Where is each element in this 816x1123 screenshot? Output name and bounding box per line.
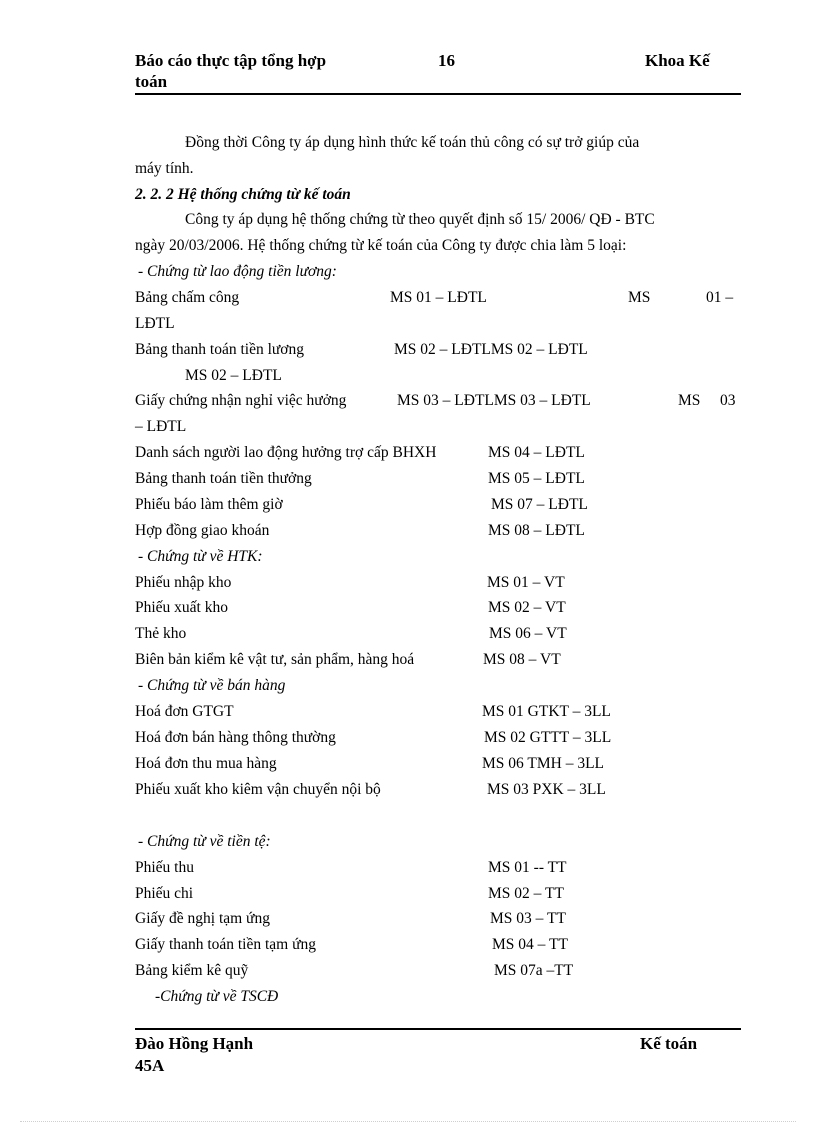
footer-author-class: 45A xyxy=(135,1056,165,1075)
labor-item-code: MS 01 – LĐTL xyxy=(390,289,487,306)
group-heading-inventory: - Chứng từ về HTK: xyxy=(138,548,263,565)
sales-item-code: MS 03 PXK – 3LL xyxy=(487,781,606,798)
cash-item-code: MS 07a –TT xyxy=(494,962,574,979)
sales-item-code: MS 01 GTKT – 3LL xyxy=(482,703,611,720)
labor-item-code: MS 04 – LĐTL xyxy=(488,444,585,461)
group-heading-assets: -Chứng từ về TSCĐ xyxy=(155,988,279,1005)
inventory-item-code: MS 02 – VT xyxy=(488,599,566,616)
cash-item-name: Phiếu chi xyxy=(135,885,194,902)
page-bottom-edge xyxy=(20,1121,796,1122)
labor-item-code-extra: MS xyxy=(628,289,651,306)
group-heading-cash: - Chứng từ về tiền tệ: xyxy=(138,833,271,850)
sales-item-name: Hoá đơn GTGT xyxy=(135,703,234,720)
labor-item-code-wrap: MS 02 – LĐTL xyxy=(185,367,282,384)
sales-item-code: MS 06 TMH – 3LL xyxy=(482,755,605,772)
group-heading-labor: - Chứng từ lao động tiền lương: xyxy=(138,263,337,280)
sales-item-name: Phiếu xuất kho kiêm vận chuyển nội bộ xyxy=(135,781,381,798)
labor-item-name: Bảng chấm công xyxy=(135,289,240,306)
intro-line-2: máy tính. xyxy=(135,160,194,177)
inventory-item-name: Phiếu xuất kho xyxy=(135,599,228,616)
labor-item-name: Bảng thanh toán tiền thưởng xyxy=(135,470,312,487)
cash-item-code: MS 01 -- TT xyxy=(488,859,567,876)
labor-item-name: Phiếu báo làm thêm giờ xyxy=(135,496,283,513)
inventory-item-code: MS 01 – VT xyxy=(487,574,565,591)
header-title-continuation: toán xyxy=(135,72,168,91)
inventory-item-code: MS 08 – VT xyxy=(483,651,561,668)
sales-item-name: Hoá đơn bán hàng thông thường xyxy=(135,729,336,746)
header-dept: Khoa Kế xyxy=(645,51,710,70)
labor-item-code: MS 03 – LĐTLMS 03 – LĐTL xyxy=(397,392,591,409)
inventory-item-name: Biên bản kiểm kê vật tư, sản phẩm, hàng hoá xyxy=(135,651,415,668)
labor-item-code-extra: 03 xyxy=(720,392,736,409)
labor-item-code-extra: 01 – xyxy=(706,289,734,306)
header-rule xyxy=(135,93,741,95)
cash-item-name: Bảng kiểm kê quỹ xyxy=(135,962,249,979)
cash-item-name: Giấy đề nghị tạm ứng xyxy=(135,910,270,927)
footer-author: Đào Hồng Hạnh xyxy=(135,1034,254,1053)
section-para-line-1: Công ty áp dụng hệ thống chứng từ theo quyết định số 15/ 2006/ QĐ - BTC xyxy=(185,211,655,228)
labor-item-code: MS 05 – LĐTL xyxy=(488,470,585,487)
labor-item-name: Danh sách người lao động hưởng trợ cấp BHXH xyxy=(135,444,437,461)
section-heading: 2. 2. 2 Hệ thống chứng từ kế toán xyxy=(135,186,351,203)
sales-item-code: MS 02 GTTT – 3LL xyxy=(484,729,612,746)
inventory-item-name: Thẻ kho xyxy=(135,625,187,642)
labor-item-name: Giấy chứng nhận nghỉ việc hưởng xyxy=(135,392,347,409)
cash-item-name: Phiếu thu xyxy=(135,859,194,876)
cash-item-code: MS 02 – TT xyxy=(488,885,564,902)
labor-item-code-wrap: LĐTL xyxy=(135,315,175,332)
labor-item-code: MS 07 – LĐTL xyxy=(491,496,588,513)
footer-rule xyxy=(135,1028,741,1030)
cash-item-code: MS 04 – TT xyxy=(492,936,568,953)
cash-item-name: Giấy thanh toán tiền tạm ứng xyxy=(135,936,317,953)
group-heading-sales: - Chứng từ về bán hàng xyxy=(138,677,286,694)
header-title: Báo cáo thực tập tổng hợp xyxy=(135,51,327,70)
labor-item-code: MS 08 – LĐTL xyxy=(488,522,585,539)
labor-item-code-wrap: – LĐTL xyxy=(135,418,187,435)
intro-line-1: Đồng thời Công ty áp dụng hình thức kế toán thủ công có sự trở giúp của xyxy=(185,134,640,151)
page-number: 16 xyxy=(438,51,455,70)
sales-item-name: Hoá đơn thu mua hàng xyxy=(135,755,277,772)
labor-item-code: MS 02 – LĐTLMS 02 – LĐTL xyxy=(394,341,588,358)
labor-item-code-extra: MS xyxy=(678,392,701,409)
section-para-line-2: ngày 20/03/2006. Hệ thống chứng từ kế toán của Công ty được chia làm 5 loại: xyxy=(135,237,627,254)
labor-item-name: Hợp đồng giao khoán xyxy=(135,522,270,539)
cash-item-code: MS 03 – TT xyxy=(490,910,566,927)
inventory-item-name: Phiếu nhập kho xyxy=(135,574,232,591)
labor-item-name: Bảng thanh toán tiền lương xyxy=(135,341,304,358)
footer-dept: Kế toán xyxy=(640,1034,698,1053)
inventory-item-code: MS 06 – VT xyxy=(489,625,567,642)
